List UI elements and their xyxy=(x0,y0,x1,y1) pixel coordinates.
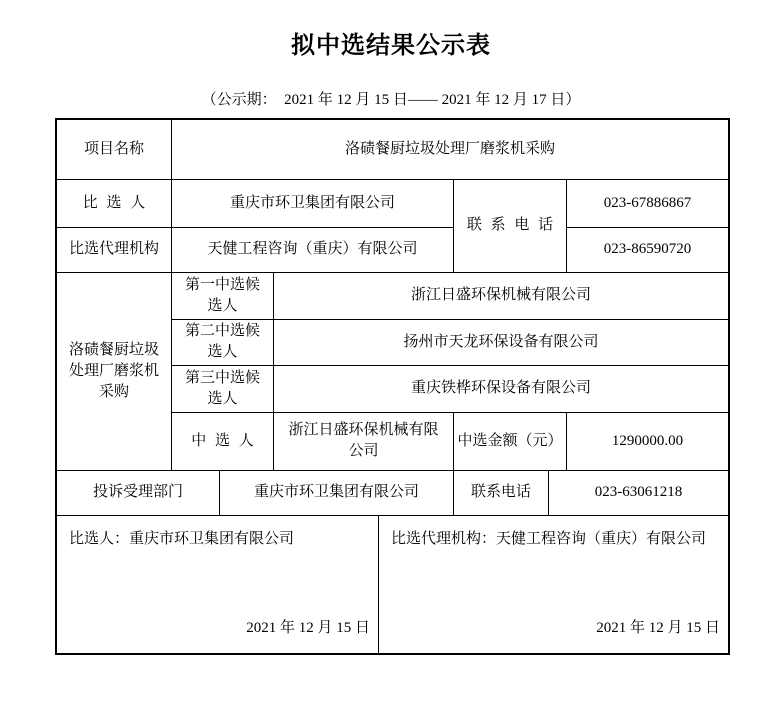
candidate-1-name: 浙江日盛环保机械有限公司 xyxy=(273,272,728,319)
candidate-2-label: 第二中选候选人 xyxy=(171,319,273,365)
winner-amount-value: 1290000.00 xyxy=(566,412,728,470)
selector-name: 重庆市环卫集团有限公司 xyxy=(171,179,453,227)
publicity-period: （公示期： 2021 年 12 月 15 日—— 2021 年 12 月 17 日） xyxy=(201,91,581,108)
complaint-phone: 023-63061218 xyxy=(548,470,728,515)
signature-right-cell xyxy=(378,515,728,653)
document-title: 拟中选结果公示表 xyxy=(291,33,491,59)
result-table xyxy=(55,118,730,655)
winner-name: 浙江日盛环保机械有限公司 xyxy=(273,412,453,470)
signature-left-date: 2021 年 12 月 15 日 xyxy=(246,619,370,636)
complaint-dept-label: 投诉受理部门 xyxy=(57,470,219,515)
candidate-2-name: 扬州市天龙环保设备有限公司 xyxy=(273,319,728,365)
agency-label: 比选代理机构 xyxy=(57,227,171,272)
candidate-1-label: 第一中选候选人 xyxy=(171,272,273,319)
complaint-dept-name: 重庆市环卫集团有限公司 xyxy=(219,470,453,515)
agency-name: 天健工程咨询（重庆）有限公司 xyxy=(171,227,453,272)
winner-label: 中 选 人 xyxy=(171,412,273,470)
selector-phone: 023-67886867 xyxy=(566,179,728,227)
signature-right-date: 2021 年 12 月 15 日 xyxy=(596,619,720,636)
candidate-3-name: 重庆铁桦环保设备有限公司 xyxy=(273,365,728,412)
candidate-3-label: 第三中选候选人 xyxy=(171,365,273,412)
signature-left-party: 比选人：重庆市环卫集团有限公司 xyxy=(69,530,295,547)
signature-right-party: 比选代理机构：天健工程咨询（重庆）有限公司 xyxy=(391,530,707,547)
project-name-value: 洛碛餐厨垃圾处理厂磨浆机采购 xyxy=(171,120,728,179)
selector-label: 比 选 人 xyxy=(57,179,171,227)
agency-phone: 023-86590720 xyxy=(566,227,728,272)
result-group-project-label: 洛碛餐厨垃圾处理厂磨浆机采购 xyxy=(57,272,171,470)
complaint-phone-label: 联系电话 xyxy=(453,470,548,515)
project-name-label: 项目名称 xyxy=(83,140,144,157)
winner-amount-label: 中选金额（元） xyxy=(453,412,566,470)
contact-phone-label: 联 系 电 话 xyxy=(453,179,566,272)
signature-left-cell xyxy=(57,515,378,653)
